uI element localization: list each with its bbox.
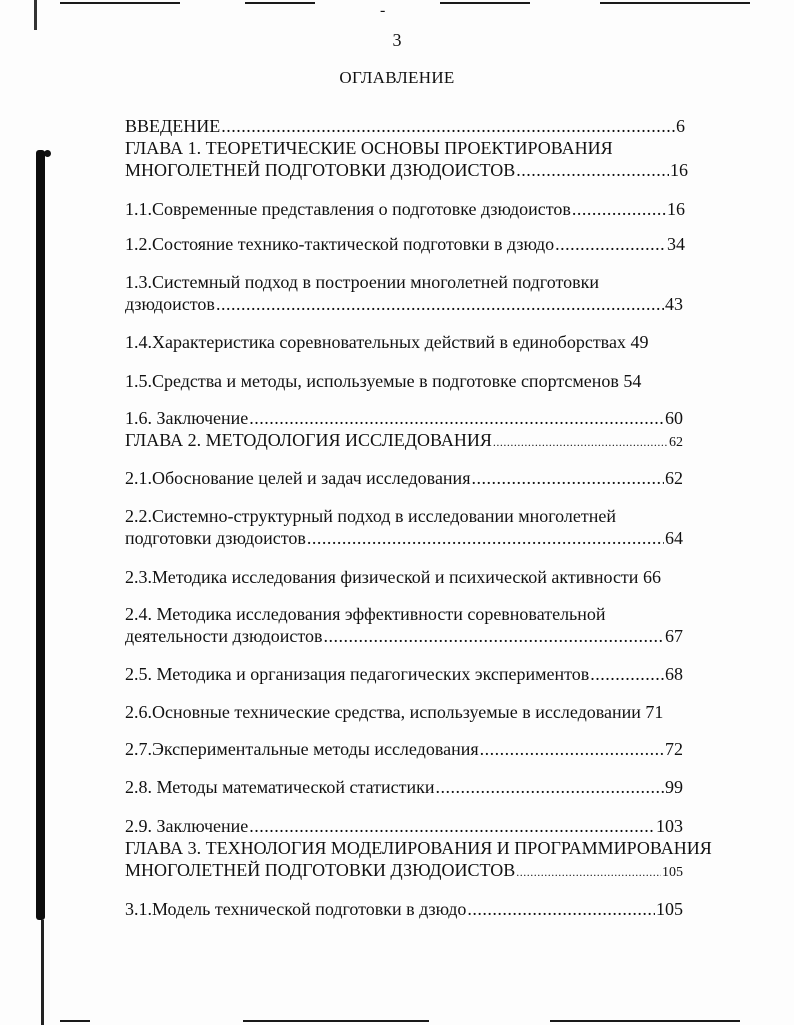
toc-entry-chapter-1: [125, 159, 688, 181]
dot-leader: [516, 861, 661, 883]
toc-entry-title: 2.6.Основные технические средства, используемые в исследовании: [125, 702, 641, 722]
scan-top-line: [60, 2, 180, 4]
toc-entry-page: 71: [645, 702, 664, 722]
dot-leader: [216, 293, 664, 315]
toc-entry-title: 2.9. Заключение: [125, 816, 249, 836]
toc-entry-2-4: [125, 625, 683, 647]
toc-entry-page: 16: [667, 199, 685, 219]
scan-bottom-line: [243, 1020, 429, 1022]
toc-entry-page: 67: [665, 626, 683, 646]
toc-entry-2-2-line-1: 2.2.Системно-структурный подход в исследовании многолетней: [125, 506, 617, 526]
dot-leader: [323, 625, 664, 647]
toc-chapter-3-line-1: ГЛАВА 3. ТЕХНОЛОГИЯ МОДЕЛИРОВАНИЯ И ПРОГРАММИРОВАНИЯ: [125, 838, 712, 858]
toc-entry-title: 1.1.Современные представления о подготовке дзюдоистов: [125, 199, 571, 219]
toc-entry-chapter-2: [125, 429, 683, 454]
toc-entry-3-1: [125, 898, 683, 920]
scan-bottom-line: [550, 1020, 740, 1022]
toc-entry-title: ВВЕДЕНИЕ: [125, 116, 221, 136]
toc-entry-page: 49: [630, 332, 649, 352]
toc-entry-title: 2.1.Обоснование целей и задач исследования: [125, 468, 471, 488]
toc-entry-2-7: [125, 738, 683, 760]
toc-entry-2-4-line-1: 2.4. Методика исследования эффективности соревновательной: [125, 604, 606, 624]
toc-entry-title: ГЛАВА 2. МЕТОДОЛОГИЯ ИССЛЕДОВАНИЯ: [125, 430, 492, 450]
toc-entry-title: 1.5.Средства и методы, используемые в подготовке спортсменов: [125, 371, 619, 391]
toc-entry-title: 2.3.Методика исследования физической и психической активности: [125, 567, 639, 587]
toc-entry-title: 1.2.Состояние технико-тактической подготовки в дзюдо: [125, 234, 555, 254]
toc-entry-page: 99: [665, 777, 683, 797]
toc-entry-2-9: [125, 815, 683, 837]
dot-leader: [249, 815, 655, 837]
toc-entry-page: 105: [662, 865, 683, 880]
dot-leader: [249, 407, 664, 429]
toc-entry-2-5: [125, 663, 683, 685]
toc-entry-1-3: [125, 293, 683, 315]
dot-leader: [307, 527, 664, 549]
dot-leader: [480, 738, 664, 760]
dot-leader: [555, 233, 666, 255]
scan-top-line: [245, 2, 315, 4]
toc-entry-page: 105: [656, 899, 683, 919]
toc-entry-page: 54: [623, 371, 642, 391]
toc-entry-1-2: [125, 233, 685, 255]
toc-entry-introduction: [125, 115, 685, 137]
toc-entry-page: 103: [656, 816, 683, 836]
toc-entry-page: 62: [669, 435, 683, 450]
page-number: 3: [392, 30, 402, 50]
toc-entry-page: 6: [676, 116, 685, 136]
toc-entry-2-1: [125, 467, 683, 489]
toc-entry-page: 66: [642, 567, 661, 587]
toc-entry-1-3-line-1: 1.3.Системный подход в построении многолетней подготовки: [125, 272, 600, 292]
toc-entry-1-1: [125, 198, 685, 220]
toc-entry-2-3: [125, 566, 735, 588]
toc-entry-page: 64: [665, 528, 683, 548]
dot-leader: [572, 198, 666, 220]
toc-entry-title: 2.8. Методы математической статистики: [125, 777, 435, 797]
toc-entry-title: дзюдоистов: [125, 294, 215, 314]
toc-entry-title: деятельности дзюдоистов: [125, 626, 323, 646]
toc-entry-page: 34: [667, 234, 685, 254]
toc-entry-title: 1.6. Заключение: [125, 408, 249, 428]
toc-entry-page: 68: [665, 664, 683, 684]
toc-entry-2-2: [125, 527, 683, 549]
toc-entry-title: МНОГОЛЕТНЕЙ ПОДГОТОВКИ ДЗЮДОИСТОВ: [125, 160, 516, 180]
toc-entry-2-8: [125, 776, 683, 798]
toc-entry-1-5: [125, 370, 725, 392]
toc-heading: ОГЛАВЛЕНИЕ: [339, 68, 455, 87]
toc-chapter-1-line-1: ГЛАВА 1. ТЕОРЕТИЧЕСКИЕ ОСНОВЫ ПРОЕКТИРОВАНИЯ: [125, 138, 613, 158]
toc-entry-page: 43: [665, 294, 683, 314]
toc-entry-title: подготовки дзюдоистов: [125, 528, 306, 548]
dot-leader: [221, 115, 675, 137]
scan-bottom-line: [60, 1020, 90, 1022]
toc-entry-page: 60: [665, 408, 683, 428]
dot-leader: [516, 159, 669, 181]
toc-entry-page: 72: [665, 739, 683, 759]
toc-entry-title: МНОГОЛЕТНЕЙ ПОДГОТОВКИ ДЗЮДОИСТОВ: [125, 860, 516, 880]
toc-entry-page: 16: [670, 160, 688, 180]
toc-entry-title: 3.1.Модель технической подготовки в дзюдо: [125, 899, 467, 919]
scan-binding-bar-thin: [41, 920, 44, 1025]
dot-leader: [493, 431, 668, 453]
dot-leader: [467, 898, 655, 920]
toc-entry-chapter-3: [125, 859, 683, 884]
scan-binding-bar: [36, 150, 45, 920]
toc-entry-2-6: [125, 701, 735, 723]
page-mark: -: [380, 2, 386, 19]
dot-leader: [590, 663, 664, 685]
toc-entry-title: 2.5. Методика и организация педагогических экспериментов: [125, 664, 590, 684]
scan-dot: [44, 150, 51, 157]
scan-top-line: [600, 2, 750, 4]
toc-entry-title: 1.4.Характеристика соревновательных действий в единоборствах: [125, 332, 626, 352]
toc-entry-1-4: [125, 331, 725, 353]
toc-entry-title: 2.7.Экспериментальные методы исследования: [125, 739, 479, 759]
scan-top-line: [440, 2, 530, 4]
dot-leader: [435, 776, 664, 798]
scan-left-edge: [34, 0, 37, 30]
dot-leader: [471, 467, 664, 489]
toc-entry-page: 62: [665, 468, 683, 488]
toc-entry-1-6: [125, 407, 683, 429]
